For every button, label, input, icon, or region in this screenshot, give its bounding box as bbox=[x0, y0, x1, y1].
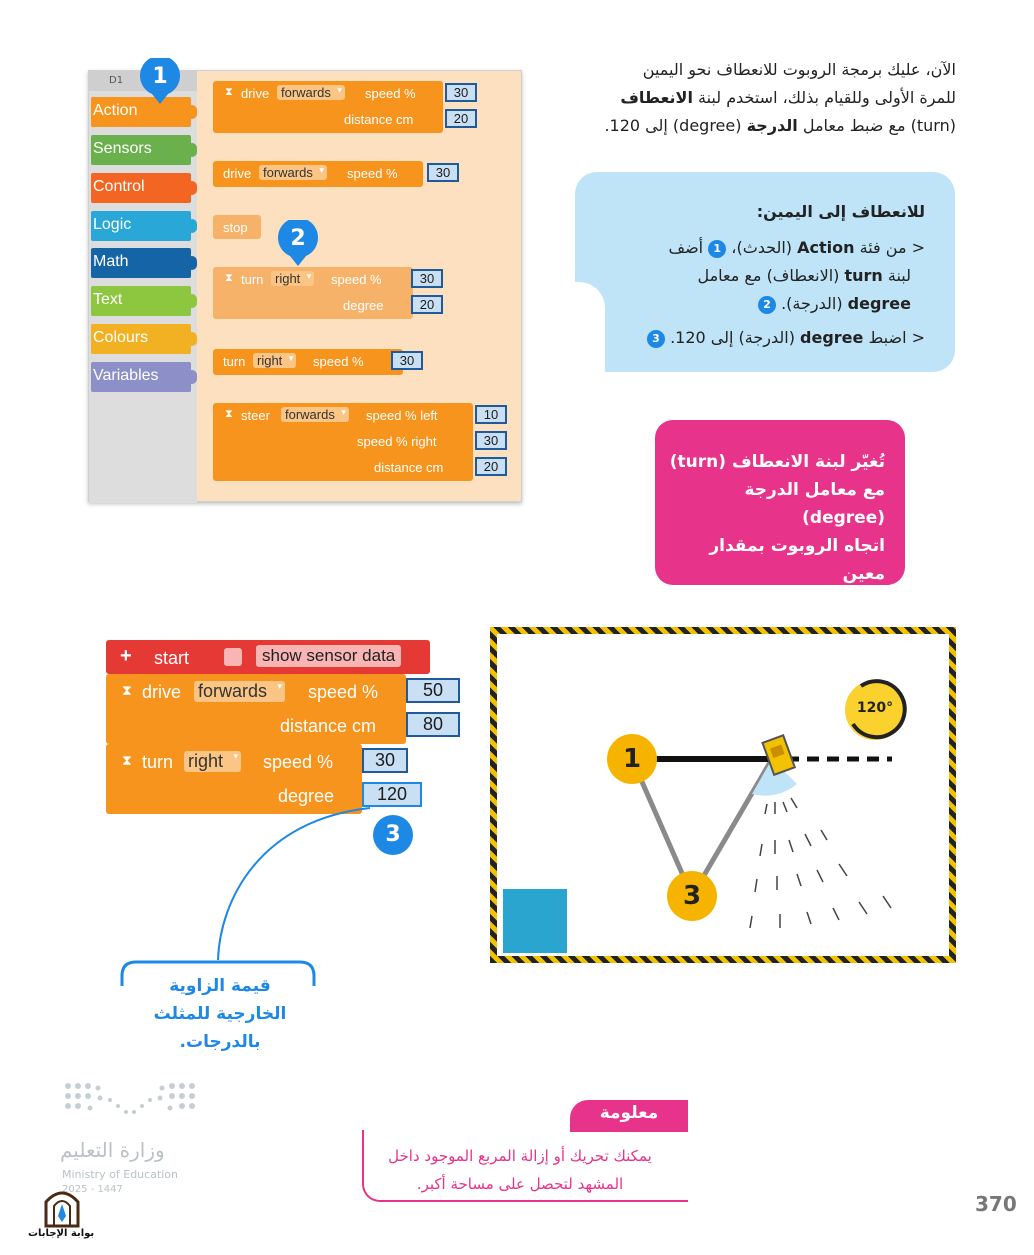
hourglass-icon: ⧗ bbox=[122, 752, 132, 768]
speed-right-label: speed % right bbox=[357, 434, 437, 449]
speed-input[interactable] bbox=[427, 163, 459, 182]
info-text bbox=[360, 1142, 680, 1198]
step1-text-c: (الحدث)، bbox=[726, 238, 798, 257]
intro-paragraph bbox=[576, 56, 956, 140]
turn-degree-label: degree bbox=[278, 786, 335, 806]
degree-value: 20 bbox=[413, 297, 441, 312]
speed-right-value: 30 bbox=[477, 433, 505, 448]
turn-direction-dropdown[interactable]: right ▾ bbox=[184, 751, 241, 772]
instruction-step-1 bbox=[615, 234, 925, 262]
hourglass-icon: ⧗ bbox=[122, 682, 132, 698]
direction-dropdown[interactable]: forwards ▾ bbox=[259, 165, 327, 180]
step1-text-a: < من فئة bbox=[854, 238, 925, 257]
speed-right-input[interactable] bbox=[475, 431, 507, 450]
block-label: drive bbox=[241, 86, 270, 101]
drive-speed-label: speed % bbox=[308, 682, 379, 702]
note-line-2: مع معامل الدرجة (degree) bbox=[744, 480, 885, 528]
speed-label: speed % bbox=[313, 354, 364, 369]
step2-text-a: < اضبط bbox=[863, 328, 925, 347]
angle-callout-text bbox=[130, 972, 310, 1056]
speed-value: 30 bbox=[429, 165, 457, 180]
step-badge-3: 3 bbox=[647, 330, 665, 348]
turn-speed-label: speed % bbox=[263, 752, 334, 772]
speed-input[interactable] bbox=[445, 83, 477, 102]
instruction-step-1-cont2 bbox=[615, 290, 925, 318]
block-label: steer bbox=[241, 408, 270, 423]
speed-label: speed % bbox=[331, 272, 382, 287]
intro-turn-word: الانعطاف bbox=[620, 88, 693, 107]
program-drive-block[interactable] bbox=[106, 674, 444, 744]
speed-left-label: speed % left bbox=[366, 408, 438, 423]
step1-text-d: أضف bbox=[668, 238, 709, 257]
intro-line-3: (turn) مع ضبط معامل bbox=[797, 116, 956, 135]
note-line-1: تُغيّر لبنة الانعطاف (turn) bbox=[669, 452, 885, 472]
angle-line-2: الخارجية للمثلث bbox=[153, 1004, 287, 1024]
block-label: turn bbox=[241, 272, 264, 287]
drive-distance-value: 80 bbox=[408, 714, 458, 735]
note-line-4: من الدرجات في اتجاه bbox=[704, 592, 885, 612]
palette-header: D1 bbox=[89, 71, 197, 91]
hourglass-icon: ⧗ bbox=[225, 408, 233, 420]
block-label: turn bbox=[223, 354, 246, 369]
drive-distance-input[interactable] bbox=[406, 712, 460, 737]
category-logic[interactable]: Logic bbox=[91, 211, 191, 241]
page-number: 370 bbox=[975, 1192, 1017, 1216]
category-variables[interactable]: Variables bbox=[91, 362, 191, 392]
ministry-year: 2025 - 1447 bbox=[62, 1184, 123, 1195]
category-sensors[interactable]: Sensors bbox=[91, 135, 191, 165]
category-text[interactable]: Text bbox=[91, 286, 191, 316]
show-sensor-label: show sensor data bbox=[256, 645, 401, 667]
category-palette bbox=[89, 71, 197, 503]
ministry-logo-dots bbox=[62, 1080, 198, 1124]
category-control[interactable]: Control bbox=[91, 173, 191, 203]
drive-distance-block[interactable] bbox=[213, 81, 469, 133]
brand-logo-icon bbox=[42, 1186, 82, 1228]
step1-text-i: (الدرجة). bbox=[775, 294, 848, 313]
instructions-box bbox=[575, 172, 955, 372]
block-editor bbox=[88, 70, 522, 502]
speed-input[interactable] bbox=[391, 351, 423, 370]
info-line-1: يمكنك تحريك أو إزالة المربع الموجود داخل bbox=[388, 1147, 652, 1165]
instructions-title: للانعطاف إلى اليمين: bbox=[756, 202, 925, 221]
info-tag: معلومة bbox=[570, 1100, 688, 1132]
direction-dropdown[interactable]: forwards ▾ bbox=[277, 85, 345, 100]
intro-line-2: للمرة الأولى وللقيام بذلك، استخدم لبنة bbox=[692, 88, 956, 107]
intro-line-3-end: (degree) إلى 120. bbox=[604, 116, 747, 135]
step1-degree: degree bbox=[847, 294, 911, 313]
path-diagram bbox=[497, 634, 949, 956]
drive-speed-input[interactable] bbox=[406, 678, 460, 703]
speed-input[interactable] bbox=[411, 269, 443, 288]
instruction-step-2 bbox=[615, 324, 925, 352]
category-math[interactable]: Math bbox=[91, 248, 191, 278]
note-line-3: اتجاه الروبوت بمقدار معين bbox=[709, 536, 885, 584]
degree-input[interactable] bbox=[411, 295, 443, 314]
step1-turn: turn bbox=[844, 266, 883, 285]
callout-3-number: 3 bbox=[373, 815, 413, 855]
intro-line-1: الآن، عليك برمجة الروبوت للانعطاف نحو اليمين bbox=[642, 60, 956, 79]
brand-name: بوابة الإجابات bbox=[28, 1228, 95, 1239]
callout-1-number: 1 bbox=[152, 64, 168, 89]
start-label: start bbox=[154, 648, 190, 668]
step1-text-e: لبنة bbox=[882, 266, 911, 285]
speed-label: speed % bbox=[347, 166, 398, 181]
block-label: drive bbox=[223, 166, 252, 181]
hourglass-icon: ⧗ bbox=[225, 272, 233, 284]
step-badge-2: 2 bbox=[758, 296, 776, 314]
distance-value: 20 bbox=[477, 459, 505, 474]
distance-input[interactable] bbox=[475, 457, 507, 476]
category-action[interactable]: Action bbox=[91, 97, 191, 127]
turn-block[interactable] bbox=[213, 349, 415, 375]
scene-floor bbox=[497, 634, 949, 956]
intro-degree-word: الدرجة bbox=[746, 116, 798, 135]
angle-120-label: 120° bbox=[856, 700, 894, 716]
ministry-name-en: Ministry of Education bbox=[62, 1168, 179, 1181]
distance-value: 20 bbox=[447, 111, 475, 126]
step-badge-1: 1 bbox=[708, 240, 726, 258]
callout-2-number: 2 bbox=[290, 226, 306, 251]
turn-note-box bbox=[655, 420, 905, 612]
hourglass-icon: ⧗ bbox=[225, 86, 233, 98]
ministry-name-ar: وزارة التعليم bbox=[60, 1138, 165, 1162]
stop-block[interactable] bbox=[213, 215, 261, 239]
step2-text-c: (الدرجة) إلى 120. bbox=[664, 328, 801, 347]
vertex-1-label: 1 bbox=[622, 744, 642, 774]
drive-label: drive bbox=[142, 682, 182, 702]
drive-distance-label: distance cm bbox=[280, 716, 377, 736]
angle-line-1: قيمة الزاوية bbox=[169, 976, 271, 996]
degree-label: degree bbox=[343, 298, 384, 313]
instruction-step-1-cont bbox=[615, 262, 925, 290]
turn-degree-block[interactable] bbox=[213, 267, 435, 319]
distance-label: distance cm bbox=[374, 460, 444, 475]
turn-speed-value: 30 bbox=[364, 750, 406, 771]
speed-value: 30 bbox=[393, 353, 421, 368]
turn-degree-value: 120 bbox=[364, 784, 420, 805]
turn-label: turn bbox=[142, 752, 174, 772]
info-line-2: المشهد لتحصل على مساحة أكبر. bbox=[416, 1175, 624, 1193]
speed-left-value: 10 bbox=[477, 407, 505, 422]
drive-direction-dropdown[interactable]: forwards ▾ bbox=[194, 681, 285, 702]
distance-label: distance cm bbox=[344, 112, 414, 127]
step2-degree: degree bbox=[800, 328, 864, 347]
direction-dropdown[interactable]: forwards ▾ bbox=[281, 407, 349, 422]
block-label: stop bbox=[223, 220, 248, 235]
program-blocks bbox=[106, 640, 466, 820]
category-colours[interactable]: Colours bbox=[91, 324, 191, 354]
angle-line-3: بالدرجات. bbox=[179, 1032, 261, 1052]
step1-action: Action bbox=[797, 238, 855, 257]
drive-block[interactable] bbox=[213, 161, 451, 187]
sensor-checkbox[interactable] bbox=[224, 648, 242, 666]
vertex-3-label: 3 bbox=[682, 881, 702, 911]
speed-value: 30 bbox=[413, 271, 441, 286]
drive-speed-value: 50 bbox=[408, 680, 458, 701]
speed-value: 30 bbox=[447, 85, 475, 100]
direction-dropdown[interactable]: right ▾ bbox=[271, 271, 314, 286]
simulation-scene bbox=[490, 627, 956, 963]
direction-dropdown[interactable]: right ▾ bbox=[253, 353, 296, 368]
turn-speed-input[interactable] bbox=[362, 748, 408, 773]
speed-left-input[interactable] bbox=[475, 405, 507, 424]
speed-label: speed % bbox=[365, 86, 416, 101]
distance-input[interactable] bbox=[445, 109, 477, 128]
steer-block[interactable] bbox=[213, 403, 499, 481]
start-block[interactable] bbox=[106, 640, 430, 674]
plus-icon[interactable]: + bbox=[120, 645, 132, 667]
step1-text-g: (الانعطاف) مع معامل bbox=[697, 266, 845, 285]
